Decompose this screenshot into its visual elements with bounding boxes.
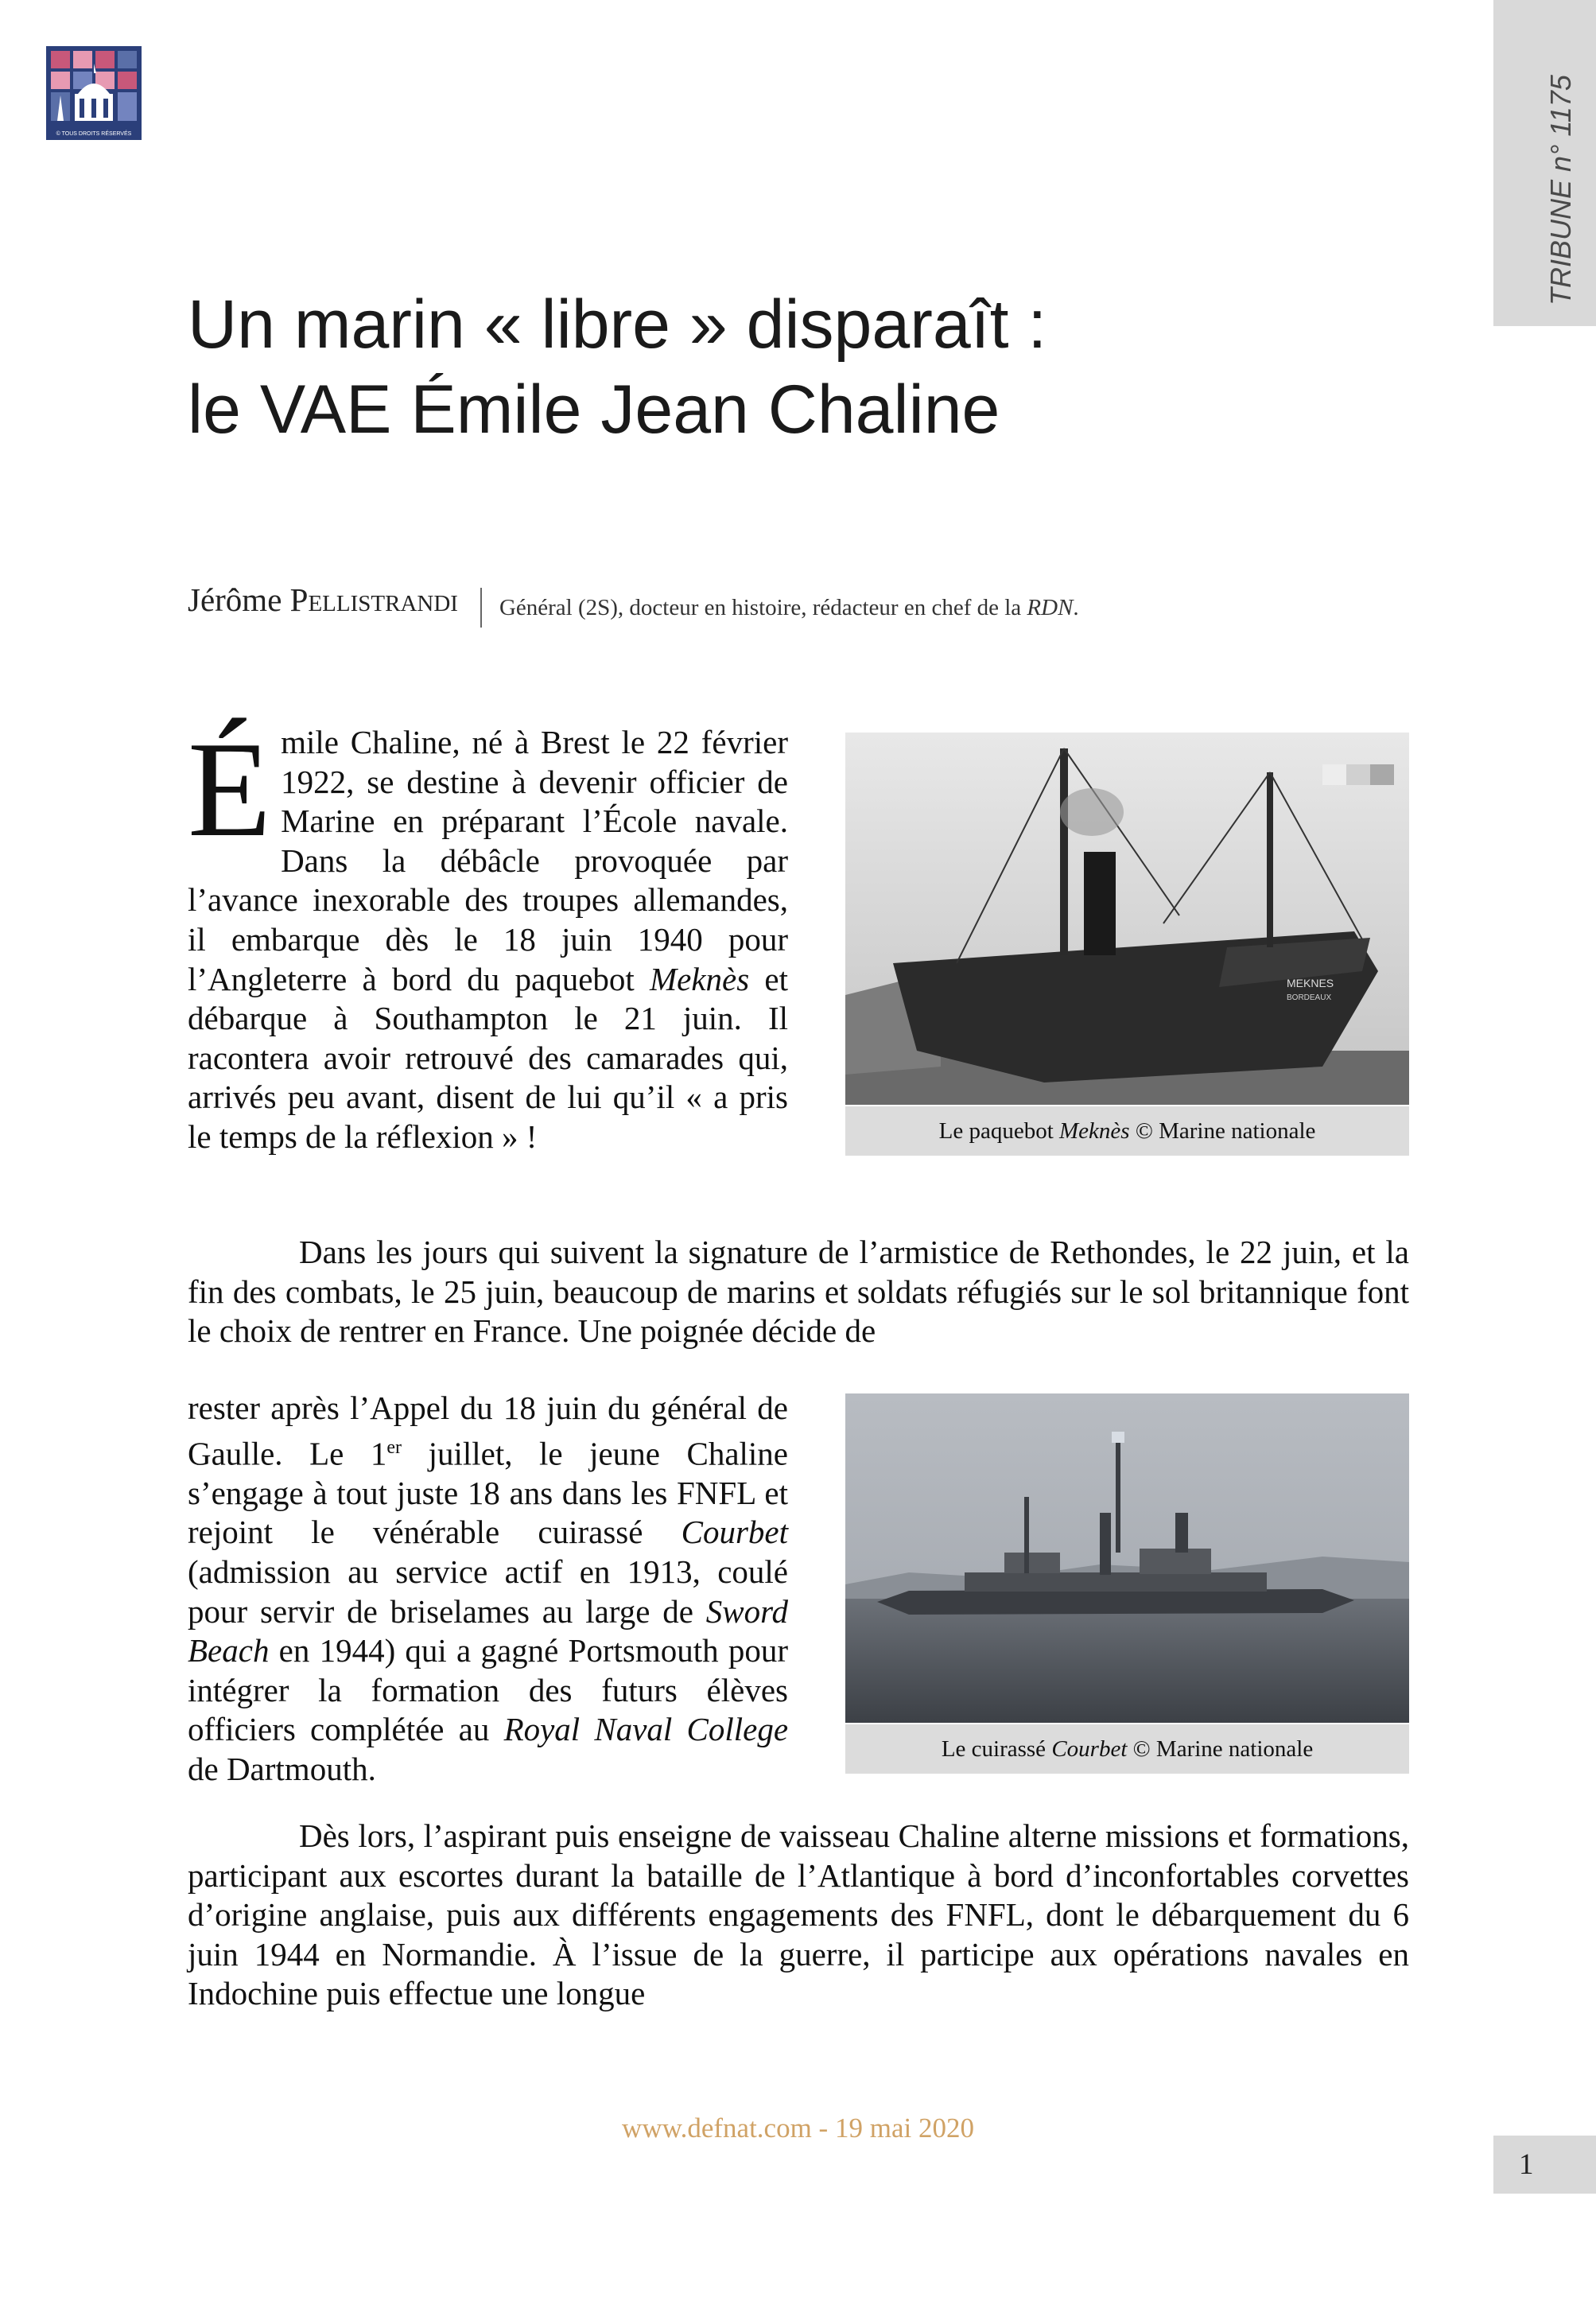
author-description: Général (2S), docteur en histoire, rédacteur en chef de la RDN. — [499, 594, 1079, 620]
figure-1-caption: Le paquebot Meknès © Marine nationale — [845, 1106, 1409, 1156]
author-name: Jérôme Pellistrandi — [188, 581, 458, 618]
author-separator — [480, 588, 482, 628]
svg-text:© TOUS DROITS RÉSERVÉS: © TOUS DROITS RÉSERVÉS — [56, 131, 132, 137]
paragraph-3: rester après l’Appel du 18 juin du général de Gaulle. Le 1er juillet, le jeune Chaline s’engage à tout juste 18 ans dans les FNFL et rejoint le vénérable cuirassé Courbet (admission au service actif en 1913, coulé pour servir de briselames au large de Sword Beach en 1944) qui a gagné Portsmouth pour intégrer la formation des futurs élèves officiers complétée au Royal Naval College de Dartmouth. — [188, 1390, 789, 1787]
figure-2-caption: Le cuirassé Courbet © Marine nationale — [845, 1724, 1409, 1774]
meknes-photo — [845, 733, 1409, 1105]
title-line-1: Un marin « libre » disparaît : — [188, 286, 1047, 363]
article-title — [188, 282, 1460, 452]
tribune-tab — [1493, 0, 1596, 326]
author-line — [188, 581, 1460, 628]
drop-cap: É — [188, 714, 272, 865]
paragraph-4: Dès lors, l’aspirant puis enseigne de vaisseau Chaline alterne missions et formations, participant aux escortes durant la bataille de l’Atlantique à bord d’inconfortables corvettes d’origine anglaise, puis aux différents engagements des FNFL, dont le débarquement du 6 juin 1944 en Normandie. À l’issue de la guerre, il participe aux opérations navales en Indochine puis effectue une longue — [188, 1817, 1409, 2012]
title-line-2: le VAE Émile Jean Chaline — [188, 371, 1000, 448]
svg-text:BORDEAUX: BORDEAUX — [1287, 993, 1332, 1002]
paragraph-2: Dans les jours qui suivent la signature de l’armistice de Rethondes, le 22 juin, et la fin des combats, le 25 juin, beaucoup de marins et soldats réfugiés sur le sol britannique font le choix de rentrer en France. Une poignée décide de — [188, 1234, 1409, 1350]
figure-meknes — [845, 733, 1409, 1156]
tribune-number-label: TRIBUNE n° 1175 — [1544, 75, 1577, 305]
page-number: 1 — [1493, 2136, 1596, 2194]
paragraph-1: Émile Chaline, né à Brest le 22 février 1922, se destine à devenir officier de Marine en préparant l’École navale. Dans la débâcle provoquée par l’avance inexorable des troupes allemandes, il embarque dès le 18 juin 1940 pour l’Angleterre à bord du paquebot Meknès et débarque à Southampton le 21 juin. Il racontera avoir retrouvé des camarades qui, arrivés peu avant, disent de lui qu’il « a pris le temps de la réflexion » ! — [188, 714, 788, 1155]
svg-text:MEKNES: MEKNES — [1287, 977, 1334, 989]
figure-courbet — [845, 1393, 1409, 1774]
rdn-logo — [46, 46, 142, 140]
footer-url-date[interactable]: www.defnat.com - 19 mai 2020 — [622, 2112, 974, 2144]
courbet-photo — [845, 1393, 1409, 1723]
